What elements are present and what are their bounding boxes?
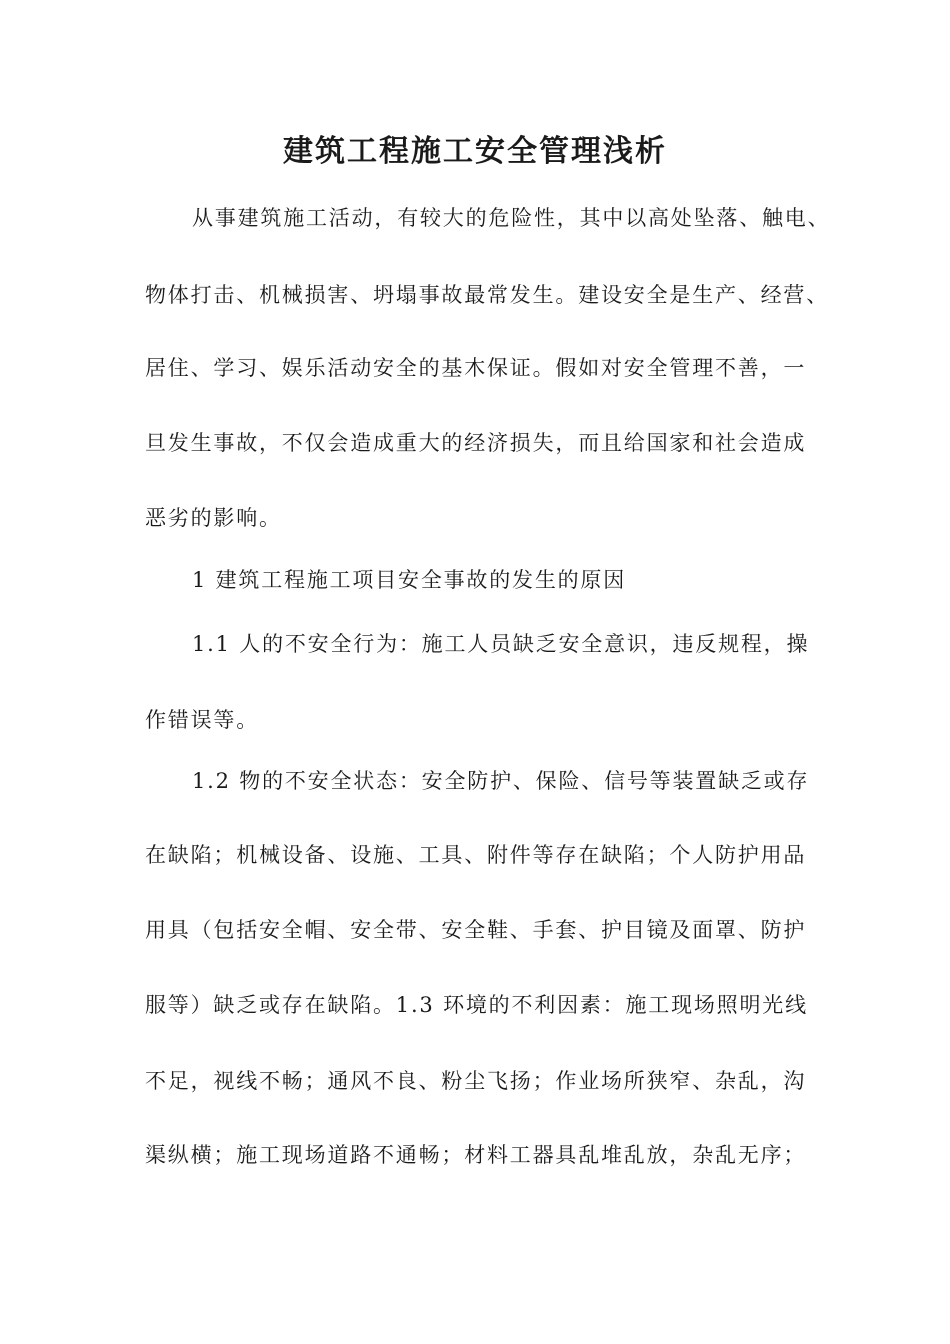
paragraph-line: 1.2 物的不安全状态：安全防护、保险、信号等装置缺乏或存	[192, 769, 810, 793]
paragraph-line: 物体打击、机械损害、坍塌事故最常发生。建设安全是生产、经营、	[145, 283, 829, 307]
paragraph-line: 恶劣的影响。	[145, 506, 282, 530]
paragraph-line: 服等）缺乏或存在缺陷。1.3 环境的不利因素：施工现场照明光线	[145, 993, 808, 1017]
paragraph-line: 作错误等。	[145, 708, 259, 732]
section-heading: 1 建筑工程施工项目安全事故的发生的原因	[192, 568, 627, 592]
paragraph-line: 从事建筑施工活动，有较大的危险性，其中以高处坠落、触电、	[192, 206, 831, 230]
paragraph-line: 居住、学习、娱乐活动安全的基木保证。假如对安全管理不善，一	[145, 356, 807, 380]
paragraph-line: 用具（包括安全帽、安全带、安全鞋、手套、护目镜及面罩、防护	[145, 918, 807, 942]
document-title: 建筑工程施工安全管理浅析	[283, 134, 667, 169]
paragraph-line: 1.1 人的不安全行为：施工人员缺乏安全意识，违反规程，操	[192, 632, 810, 656]
paragraph-line: 在缺陷；机械设备、设施、工具、附件等存在缺陷；个人防护用品	[145, 843, 807, 867]
paragraph-line: 渠纵横；施工现场道路不通畅；材料工器具乱堆乱放，杂乱无序；	[145, 1143, 807, 1167]
paragraph-line: 旦发生事故，不仅会造成重大的经济损失，而且给国家和社会造成	[145, 431, 807, 455]
paragraph-line: 不足，视线不畅；通风不良、粉尘飞扬；作业场所狭窄、杂乱，沟	[145, 1069, 807, 1093]
